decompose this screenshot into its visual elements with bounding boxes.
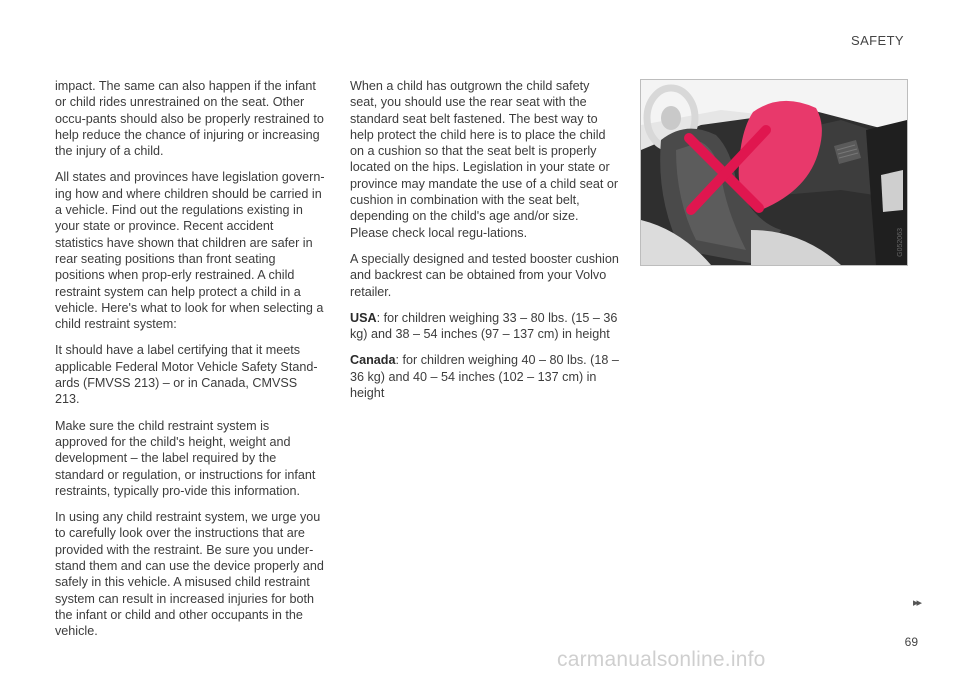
- spec-label: Canada: [350, 353, 396, 368]
- text-column-middle: [350, 78, 620, 411]
- spec-text: : for children weighing 33 – 80 lbs. (15 – 36 kg) and 38 – 54 inches (97 – 137 cm) in height: [350, 310, 618, 342]
- airbag-illustration-svg: [641, 80, 907, 265]
- paragraph: impact. The same can also happen if the infant or child rides unrestrained on the seat. Other occu-pants should also be properly restrained to help reduce the chance of injuring or increasing the injury of a child.: [55, 79, 324, 159]
- airbag-warning-illustration: [640, 79, 908, 266]
- watermark: carmanualsonline.info: [557, 648, 766, 671]
- page-number: 69: [904, 635, 918, 649]
- paragraph: A specially designed and tested booster cushion and backrest can be obtained from your Volvo retailer.: [350, 251, 619, 299]
- spec-text: : for children weighing 40 – 80 lbs. (18 – 36 kg) and 40 – 54 inches (102 – 137 cm) in height: [350, 353, 619, 401]
- paragraph: When a child has outgrown the child safety seat, you should use the rear seat with the standard seat belt fastened. The best way to help protect the child here is to place the child on a cushion so that the seat belt is properly located on the hips. Legislation in your state or province may mandate the use of a child seat or cushion in combination with the seat belt, depending on the child's age and/or size. Please check local regu-lations.: [350, 79, 619, 240]
- spec-canada: [350, 352, 620, 401]
- spec-usa: [350, 310, 620, 343]
- paragraph: All states and provinces have legislation govern-ing how and where children should be carried in a vehicle. Find out the regulations existing in your state or province. Recent accident statistics have shown that children are safer in rear seating positions than front seating positions when prop-erly restrained. A child restraint system can help protect a child in a vehicle. Here's what to look for when selecting a child restraint system:: [55, 170, 325, 332]
- paragraph: Make sure the child restraint system is approved for the child's height, weight and development – the label required by the standard or regulation, or instructions for infant restraints, typically pro-vide this information.: [55, 418, 316, 498]
- paragraph: In using any child restraint system, we urge you to carefully look over the instructions that are provided with the restraint. Be sure you under-stand them and can use the device properly and safely in this vehicle. A misused child restraint system can result in increased injuries for both the infant or child and other occupants in the vehicle.: [55, 510, 324, 639]
- paragraph: It should have a label certifying that it meets applicable Federal Motor Vehicle Safety Stand-ards (FMVSS 213) – or in Canada, CMVSS 213.: [55, 343, 318, 407]
- section-header: SAFETY: [851, 33, 904, 48]
- figure-code: G052063: [897, 228, 904, 257]
- next-page-arrow-icon: ▸▸: [912, 597, 920, 609]
- spec-label: USA: [350, 310, 377, 325]
- text-column-left: [55, 78, 325, 650]
